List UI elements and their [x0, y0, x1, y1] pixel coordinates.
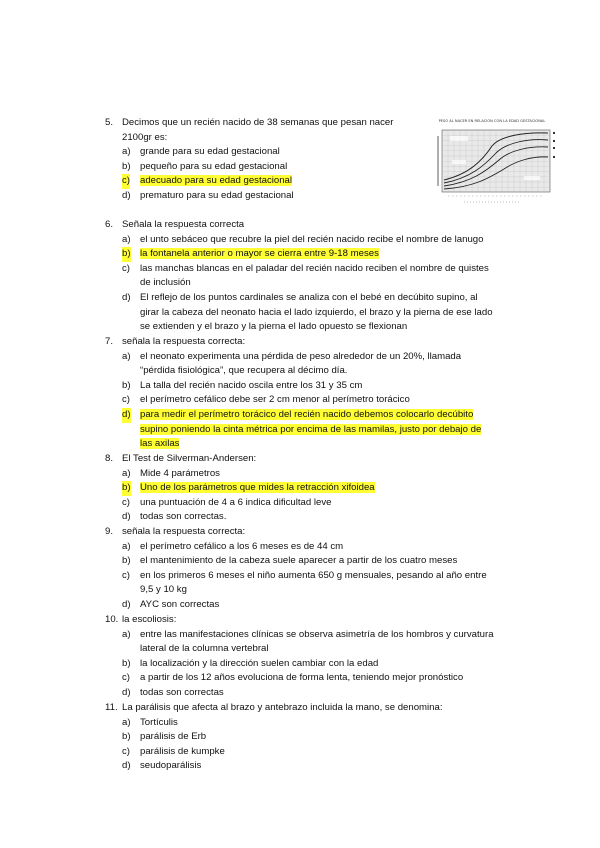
option-text: todas son correctas: [140, 686, 224, 698]
option-letter: d): [122, 291, 131, 303]
option-text: de inclusión: [140, 277, 191, 289]
option-letter: c): [122, 672, 130, 684]
option-letter: b): [122, 555, 131, 567]
option-text: el perímetro cefálico a los 6 meses es de 44 cm: [140, 540, 344, 552]
question-11: [105, 701, 525, 774]
question-stem: [105, 335, 525, 350]
question-6: [105, 218, 525, 335]
answer-option: [105, 716, 525, 731]
option-text: El reflejo de los puntos cardinales se analiza con el bebé en decúbito supino, al: [140, 291, 478, 303]
question-number: 10.: [105, 614, 119, 625]
option-text: en los primeros 6 meses el niño aumenta 650 g mensuales, pesando al año entre: [140, 569, 487, 581]
answer-option-continuation: [105, 437, 525, 452]
option-text: pequeño para su edad gestacional: [140, 160, 288, 172]
option-text: para medir el perímetro torácico del recién nacido debemos colocarlo decúbito: [140, 408, 474, 420]
answer-option-continuation: [105, 306, 525, 321]
question-stem-text: señala la respuesta correcta:: [122, 336, 246, 347]
question-number: 5.: [105, 117, 114, 128]
answer-option: [105, 247, 525, 262]
option-letter: d): [122, 408, 131, 423]
option-text: las axilas: [140, 438, 180, 450]
answer-option: [105, 145, 525, 160]
question-stem: [105, 452, 525, 467]
answer-option: [105, 598, 525, 613]
question-stem: [105, 116, 525, 131]
option-letter: d): [122, 598, 131, 610]
option-text: la fontanela anterior o mayor se cierra entre 9-18 meses: [140, 248, 379, 260]
answer-option: [105, 408, 525, 423]
option-letter: c): [122, 569, 130, 581]
answer-option: [105, 379, 525, 394]
answer-option: [105, 540, 525, 555]
answer-option: [105, 393, 525, 408]
option-letter: a): [122, 350, 131, 362]
question-10: [105, 613, 525, 701]
question-stem: [105, 218, 525, 233]
question-stem-text: 2100gr es:: [122, 131, 168, 143]
question-stem: [105, 613, 525, 628]
question-stem-text: El Test de Silverman-Andersen:: [122, 453, 257, 464]
option-letter: a): [122, 628, 131, 640]
answer-option: [105, 745, 525, 760]
answer-option: [105, 189, 525, 204]
answer-option: [105, 759, 525, 774]
answer-option: [105, 554, 525, 569]
option-text: parálisis de kumpke: [140, 745, 225, 757]
answer-option-continuation: [105, 583, 525, 598]
answer-option-continuation: [105, 423, 525, 438]
answer-option: [105, 628, 525, 643]
answer-option: [105, 233, 525, 248]
option-text: AYC son correctas: [140, 598, 220, 610]
option-text: seudoparálisis: [140, 760, 202, 772]
answer-option: [105, 467, 525, 482]
option-text: a partir de los 12 años evoluciona de forma lenta, teniendo mejor pronóstico: [140, 672, 464, 684]
option-text: parálisis de Erb: [140, 731, 207, 743]
answer-option: [105, 291, 525, 306]
question-stem-text: Señala la respuesta correcta: [122, 219, 245, 230]
answer-option: [105, 730, 525, 745]
question-number: 8.: [105, 453, 114, 464]
option-letter: c): [122, 394, 130, 406]
option-text: el mantenimiento de la cabeza suele aparecer a partir de los cuatro meses: [140, 555, 458, 567]
question-stem-text: señala la respuesta correcta:: [122, 526, 246, 537]
option-text: Tortículis: [140, 716, 178, 728]
option-text: se extienden y el brazo y la pierna el lado opuesto se flexionan: [140, 321, 408, 333]
option-letter: a): [122, 540, 131, 552]
option-text: todas son correctas.: [140, 511, 227, 523]
option-letter: d): [122, 189, 131, 201]
question-5: [105, 116, 525, 204]
answer-option: [105, 262, 525, 277]
option-text: el unto sebáceo que recubre la piel del recién nacido recibe el nombre de lanugo: [140, 233, 484, 245]
option-text: Mide 4 parámetros: [140, 467, 220, 479]
answer-option: [105, 174, 525, 189]
answer-option: [105, 496, 525, 511]
option-text: girar la cabeza del neonato hacia el lado izquierdo, el brazo y la pierna de ese lado: [140, 306, 493, 318]
answer-option: [105, 569, 525, 584]
answer-option-continuation: [105, 276, 525, 291]
question-8: [105, 452, 525, 525]
option-text: grande para su edad gestacional: [140, 146, 280, 158]
option-text: entre las manifestaciones clínicas se observa asimetría de los hombros y curvatura: [140, 628, 494, 640]
question-stem: [105, 701, 525, 716]
answer-option: [105, 671, 525, 686]
question-9: [105, 525, 525, 613]
chart-title: PESO AL NACER EN RELACION CON LA EDAD GESTACIONAL: [438, 119, 546, 123]
option-text: 9,5 y 10 kg: [140, 584, 187, 596]
question-number: 9.: [105, 526, 114, 537]
question-stem-text: La parálisis que afecta al brazo y antebrazo incluida la mano, se denomina:: [122, 702, 443, 713]
option-letter: a): [122, 233, 131, 245]
option-text: una puntuación de 4 a 6 indica dificultad leve: [140, 496, 332, 508]
question-number: 6.: [105, 219, 114, 230]
answer-option-continuation: [105, 642, 525, 657]
option-text: lateral de la columna vertebral: [140, 643, 269, 655]
option-letter: c): [122, 174, 130, 189]
option-letter: c): [122, 745, 130, 757]
option-letter: b): [122, 247, 131, 262]
answer-option-continuation: [105, 320, 525, 335]
option-text: el neonato experimenta una pérdida de peso alrededor de un 20%, llamada: [140, 350, 462, 362]
option-text: la localización y la dirección suelen cambiar con la edad: [140, 657, 379, 669]
option-letter: d): [122, 760, 131, 772]
option-letter: a): [122, 146, 131, 158]
question-7: [105, 335, 525, 452]
option-letter: d): [122, 686, 131, 698]
question-stem-text: Decimos que un recién nacido de 38 semanas que pesan nacer: [122, 117, 394, 128]
answer-option-continuation: [105, 364, 525, 379]
option-letter: a): [122, 716, 131, 728]
option-letter: c): [122, 496, 130, 508]
option-letter: b): [122, 379, 131, 391]
answer-option: [105, 510, 525, 525]
option-letter: b): [122, 731, 131, 743]
answer-option: [105, 657, 525, 672]
option-text: supino poniendo la cinta métrica por encima de las mamilas, justo por debajo de: [140, 423, 482, 435]
option-text: prematuro para su edad gestacional: [140, 189, 294, 201]
answer-option: [105, 160, 525, 175]
option-letter: d): [122, 511, 131, 523]
option-text: Uno de los parámetros que mides la retracción xifoidea: [140, 482, 375, 494]
option-letter: c): [122, 262, 130, 274]
question-number: 7.: [105, 336, 114, 347]
question-stem: [105, 525, 525, 540]
answer-option: [105, 686, 525, 701]
option-text: adecuado para su edad gestacional: [140, 175, 293, 187]
question-stem-text: la escoliosis:: [122, 614, 177, 625]
answer-option: [105, 350, 525, 365]
option-text: “pérdida fisiológica”, que recupera al décimo día.: [140, 365, 348, 377]
option-letter: b): [122, 657, 131, 669]
option-letter: b): [122, 481, 131, 496]
option-letter: a): [122, 467, 131, 479]
answer-option: [105, 481, 525, 496]
question-number: 11.: [105, 702, 118, 713]
option-text: las manchas blancas en el paladar del recién nacido reciben el nombre de quistes: [140, 262, 489, 274]
option-text: el perímetro cefálico debe ser 2 cm menor al perímetro torácico: [140, 394, 410, 406]
option-text: La talla del recién nacido oscila entre los 31 y 35 cm: [140, 379, 363, 391]
option-letter: b): [122, 160, 131, 172]
